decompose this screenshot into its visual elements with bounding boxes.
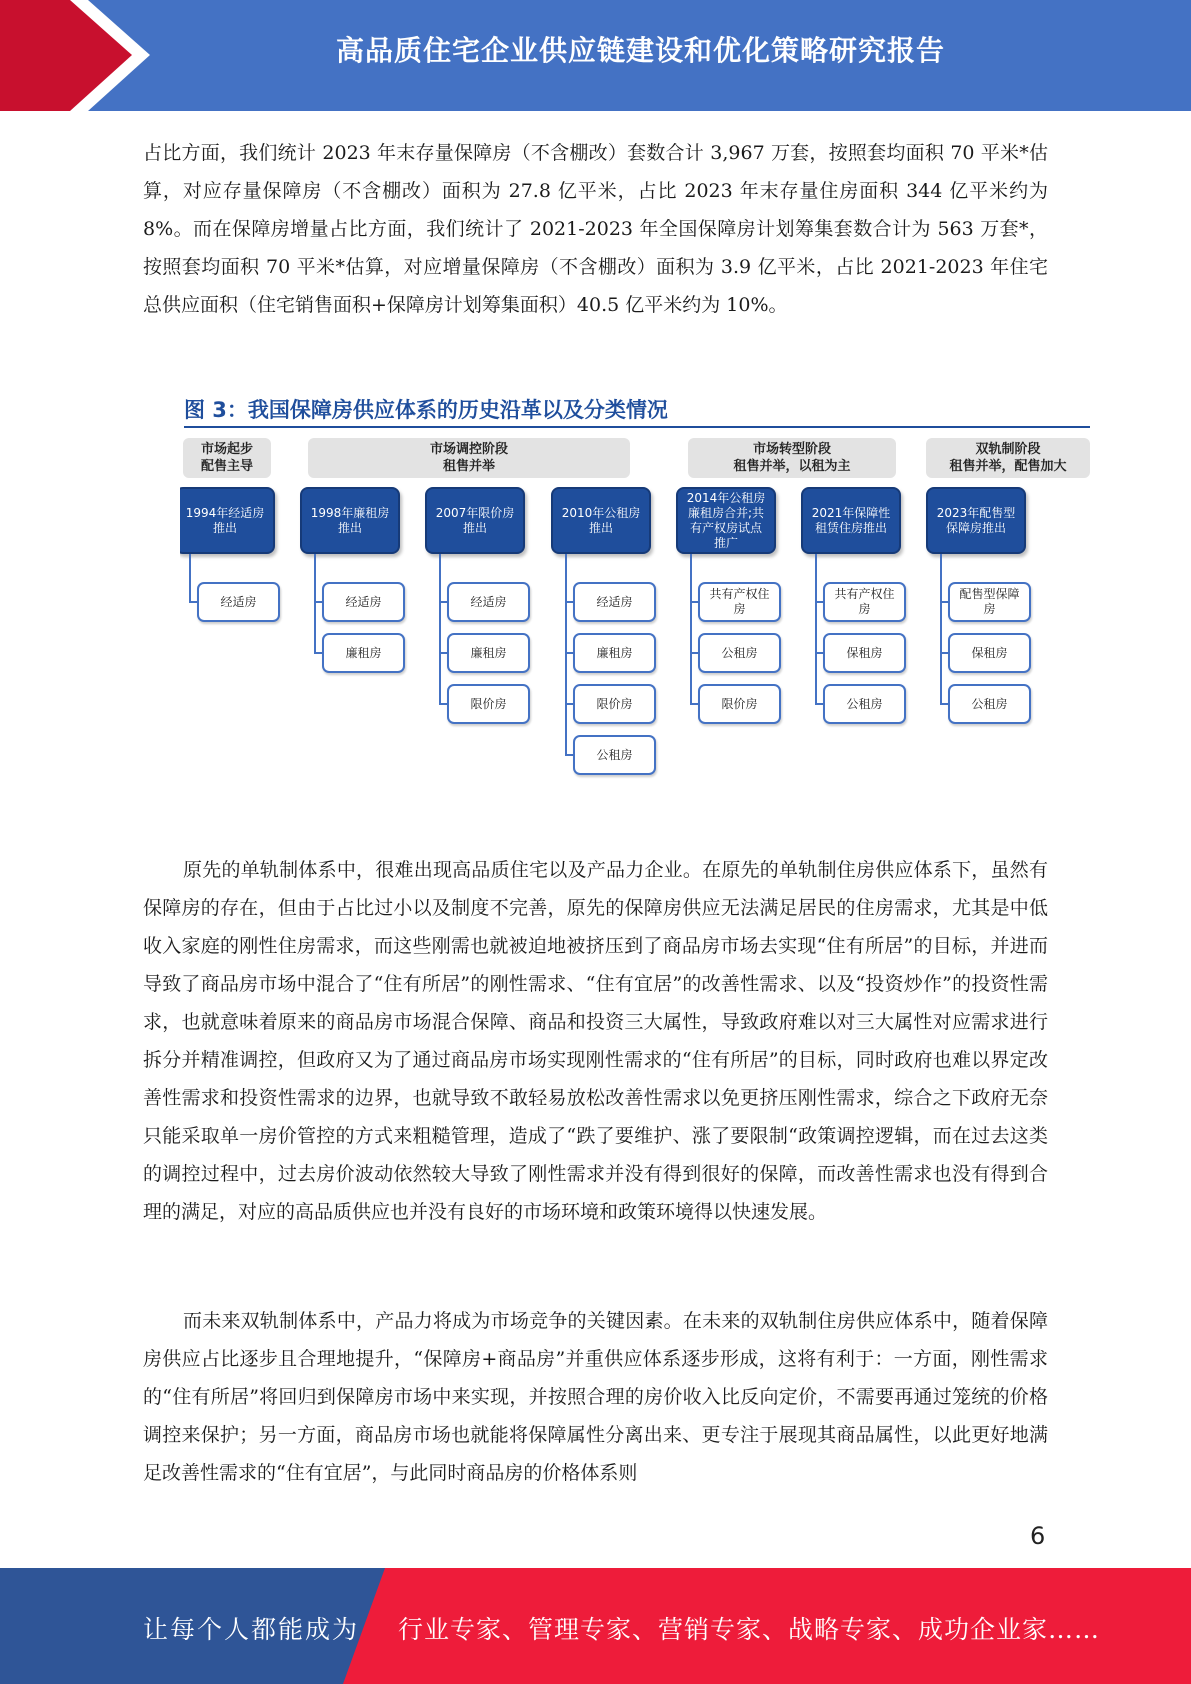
stage-subtitle: 租售并举，以租为主 (733, 459, 851, 474)
connector-line (690, 554, 692, 704)
housing-type-node: 经适房 (197, 582, 280, 622)
milestone-node: 1998年廉租房推出 (300, 487, 400, 554)
stage-title: 市场起步 (200, 442, 253, 457)
housing-type-node: 限价房 (447, 684, 530, 724)
milestone-node: 2021年保障性租赁住房推出 (801, 487, 901, 554)
connector-line (565, 554, 567, 755)
housing-type-node: 廉租房 (322, 633, 405, 673)
stage-box (308, 438, 630, 478)
paragraph-single-track: 原先的单轨制体系中，很难出现高品质住宅以及产品力企业。在原先的单轨制住房供应体系下，虽然有保障房的存在，但由于占比过小以及制度不完善，原先的保障房供应无法满足居民的住房需求，尤其是中低收入家庭的刚性住房需求，而这些刚需也就被迫地被挤压到了商品房市场去实现“住有所居”的目标，并进而导致了商品房市场中混合了“住有所居”的刚性需求、“住有宜居”的改善性需求、以及“投资炒作”的投资性需求，也就意味着原来的商品房市场混合保障、商品和投资三大属性，导致政府难以对三大属性对应需求进行拆分并精准调控，但政府又为了通过商品房市场实现刚性需求的“住有所居”的目标，同时政府也难以界定改善性需求和投资性需求的边界，也就导致不敢轻易放松改善性需求以免更挤压刚性需求，综合之下政府无奈只能采取单一房价管控的方式来粗糙管理，造成了“跌了要维护、涨了要限制“政策调控逻辑，而在过去这类的调控过程中，过去房价波动依然较大导致了刚性需求并没有得到很好的保障，而改善性需求也没有得到合理的满足，对应的高品质供应也并没有良好的市场环境和政策环境得以快速发展。 (143, 859, 1048, 1223)
milestone-node: 2007年限价房推出 (425, 487, 525, 554)
connector-line (815, 554, 817, 704)
stage-box (926, 438, 1090, 478)
milestone-node: 2010年公租房推出 (551, 487, 651, 554)
connector-line (940, 554, 942, 704)
housing-type-node: 配售型保障房 (948, 582, 1031, 622)
connector-line (189, 554, 191, 602)
housing-type-node: 公租房 (948, 684, 1031, 724)
footer-slogan-right: 行业专家、管理专家、营销专家、战略专家、成功企业家…… (398, 1615, 1101, 1644)
stage-title: 双轨制阶段 (975, 442, 1041, 457)
connector-line (439, 554, 441, 704)
figure-housing-supply-history (180, 352, 1090, 812)
paragraph-proportion: 占比方面，我们统计 2023 年末存量保障房（不含棚改）套数合计 3,967 万套，按照套均面积 70 平米*估算，对应存量保障房（不含棚改）面积为 27.8 亿平米，占比 2023 年末存量住房面积 344 亿平米约为 8%。而在保障房增量占比方面，我们统计了 2021-2023 年全国保障房计划筹集套数合计为 563 万套*，按照套均面积 70 平米*估算，对应增量保障房（不含棚改）面积为 3.9 亿平米，占比 2021-2023 年住宅总供应面积（住宅销售面积+保障房计划筹集面积）40.5 亿平米约为 10%。 (143, 142, 1048, 316)
milestone-node: 1994年经适房推出 (180, 487, 275, 554)
housing-type-node: 经适房 (322, 582, 405, 622)
connector-line (314, 554, 316, 653)
housing-type-node: 保租房 (948, 633, 1031, 673)
stage-box (688, 438, 896, 478)
stage-box (183, 438, 271, 478)
housing-type-node: 限价房 (573, 684, 656, 724)
figure-title-rule (184, 426, 1090, 428)
housing-type-node: 廉租房 (573, 633, 656, 673)
stage-title: 市场调控阶段 (429, 442, 508, 457)
housing-type-node: 经适房 (573, 582, 656, 622)
housing-type-node: 公租房 (823, 684, 906, 724)
figure-title: 图 3：我国保障房供应体系的历史沿革以及分类情况 (184, 398, 668, 422)
page-number: 6 (1030, 1522, 1046, 1550)
milestone-node: 2023年配售型保障房推出 (926, 487, 1026, 554)
stage-subtitle: 配售主导 (200, 459, 253, 474)
housing-type-node: 共有产权住房 (698, 582, 781, 622)
housing-type-node: 经适房 (447, 582, 530, 622)
housing-type-node: 廉租房 (447, 633, 530, 673)
housing-type-node: 共有产权住房 (823, 582, 906, 622)
milestone-node: 2014年公租房廉租房合并;共有产权房试点推广 (676, 487, 776, 554)
housing-type-node: 公租房 (573, 735, 656, 775)
housing-type-node: 限价房 (698, 684, 781, 724)
housing-type-node: 公租房 (698, 633, 781, 673)
paragraph-dual-track: 而未来双轨制体系中，产品力将成为市场竞争的关键因素。在未来的双轨制住房供应体系中，随着保障房供应占比逐步且合理地提升，“保障房+商品房”并重供应体系逐步形成，这将有利于：一方面，刚性需求的“住有所居”将回归到保障房市场中来实现，并按照合理的房价收入比反向定价，不需要再通过笼统的价格调控来保护；另一方面，商品房市场也就能将保障属性分离出来、更专注于展现其商品属性，以此更好地满足改善性需求的“住有宜居”，与此同时商品房的价格体系则 (143, 1310, 1048, 1484)
stage-subtitle: 租售并举 (442, 459, 495, 474)
page-header (0, 0, 1191, 111)
stage-subtitle: 租售并举，配售加大 (949, 459, 1067, 474)
footer-slogan-left: 让每个人都能成为 (143, 1615, 360, 1644)
stage-title: 市场转型阶段 (752, 442, 831, 457)
page-footer (0, 1568, 1191, 1684)
housing-type-node: 保租房 (823, 633, 906, 673)
report-title: 高品质住宅企业供应链建设和优化策略研究报告 (335, 34, 945, 67)
